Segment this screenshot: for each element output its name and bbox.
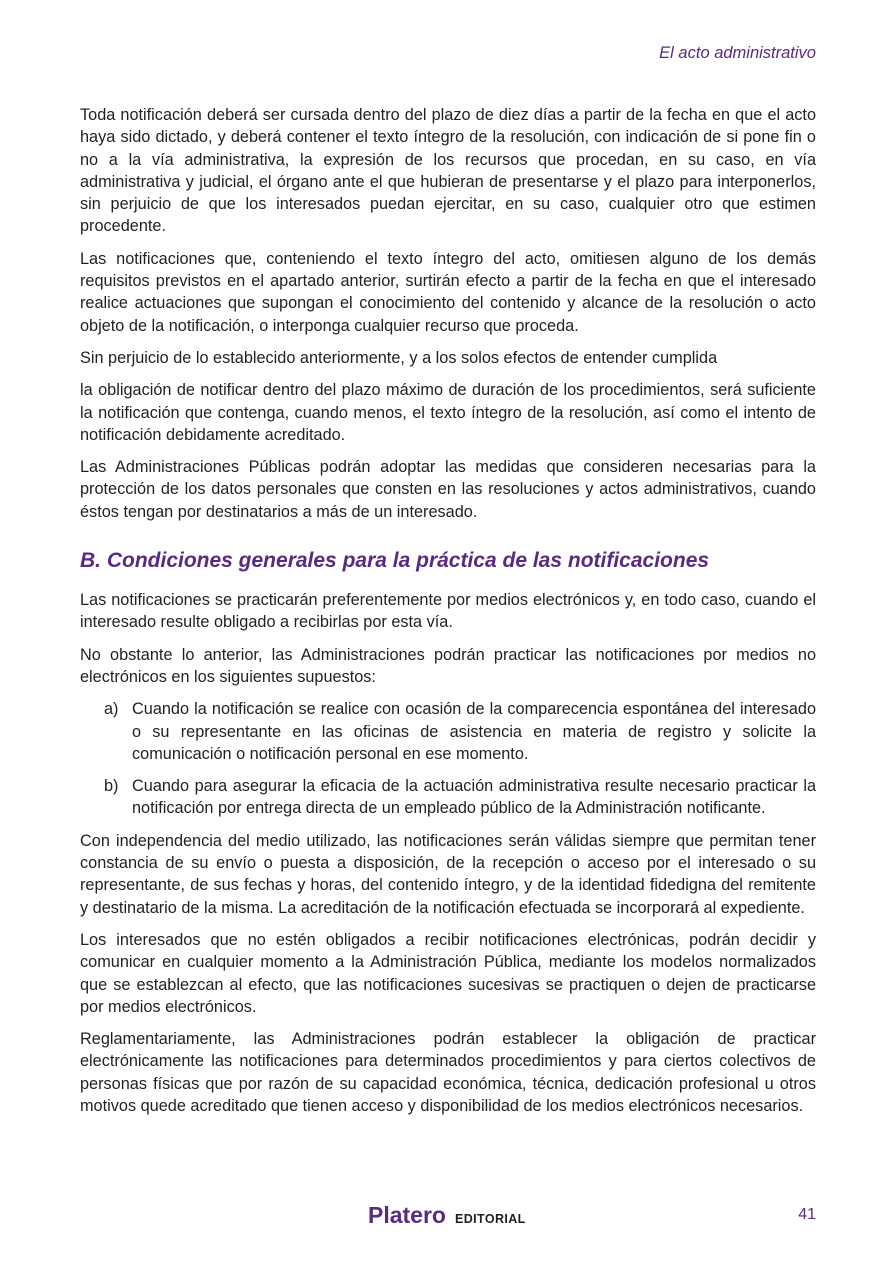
paragraph: la obligación de notificar dentro del plazo máximo de duración de los procedimientos, será suficiente la notificación que contenga, cuando menos, el texto íntegro de la resolución, así como el intento de notificación debidamente acreditado. [80,381,816,444]
running-header: El acto administrativo [659,44,816,62]
list-marker: b) [104,777,119,796]
paragraph: Toda notificación deberá ser cursada dentro del plazo de diez días a partir de la fecha en que el acto haya sido dictado, y deberá contener el texto íntegro de la resolución, con indicación de si pone fin o no a la vía administrativa, la expresión de los recursos que procedan, en su caso, en vía administrativa y judicial, el órgano ante el que hubieran de presentarse y el plazo para interponerlos, sin perjuicio de que los interesados puedan ejercitar, en su caso, cualquier otro que estimen procedente. [80,106,816,236]
list-item-text: Cuando la notificación se realice con ocasión de la comparecencia espontánea del interesado o su representante en las oficinas de asistencia en materia de registro y solicite la comunicación o notificación personal en ese momento. [132,700,816,763]
paragraph: No obstante lo anterior, las Administraciones podrán practicar las notificaciones por medios no electrónicos en los siguientes supuestos: [80,645,816,686]
publisher-logo [368,1202,526,1229]
list-item [80,698,816,765]
paragraph: Las Administraciones Públicas podrán adoptar las medidas que consideren necesarias para la protección de los datos personales que consten en las resoluciones y actos administrativos, cuando éstos tengan por destinatarios a más de un interesado. [80,458,816,521]
list-item [80,775,816,820]
paragraph: Las notificaciones se practicarán preferentemente por medios electrónicos y, en todo caso, cuando el interesado resulte obligado a recibirlas por esta vía. [80,591,816,632]
paragraph: Con independencia del medio utilizado, las notificaciones serán válidas siempre que permitan tener constancia de su envío o puesta a disposición, de la recepción o acceso por el interesado o su representante, de sus fechas y horas, del contenido íntegro, y de la identidad fidedigna del remitente y destinatario de la misma. La acreditación de la notificación efectuada se incorporará al expediente. [80,831,816,917]
list-item-text: Cuando para asegurar la eficacia de la actuación administrativa resulte necesario practicar la notificación por entrega directa de un empleado público de la Administración notificante. [132,777,816,818]
paragraph: Sin perjuicio de lo establecido anteriormente, y a los solos efectos de entender cumplida [80,348,718,367]
brand-subtitle: EDITORIAL [454,1212,526,1226]
paragraph: Los interesados que no estén obligados a recibir notificaciones electrónicas, podrán decidir y comunicar en cualquier momento a la Administración Pública, mediante los modelos normalizados que se establezcan al efecto, que las notificaciones sucesivas se practiquen o dejen de practicarse por medios electrónicos. [80,930,816,1016]
page-number: 41 [798,1206,816,1223]
paragraph: Las notificaciones que, conteniendo el texto íntegro del acto, omitiesen alguno de los demás requisitos previstos en el apartado anterior, surtirán efecto a partir de la fecha en que el interesado realice actuaciones que supongan el conocimiento del contenido y alcance de la resolución o acto objeto de la notificación, o interponga cualquier recurso que proceda. [80,249,816,335]
page-body [80,104,816,1127]
brand-name: Platero [368,1202,446,1228]
section-heading: B. Condiciones generales para la práctica de las notificaciones [80,549,710,573]
lettered-list [80,698,816,819]
list-marker: a) [104,700,119,719]
paragraph: Reglamentariamente, las Administraciones podrán establecer la obligación de practicar electrónicamente las notificaciones para determinados procedimientos y para ciertos colectivos de personas físicas que por razón de su capacidad económica, técnica, dedicación profesional u otros motivos quede acreditado que tienen acceso y disponibilidad de los medios electrónicos necesarios. [80,1030,816,1115]
